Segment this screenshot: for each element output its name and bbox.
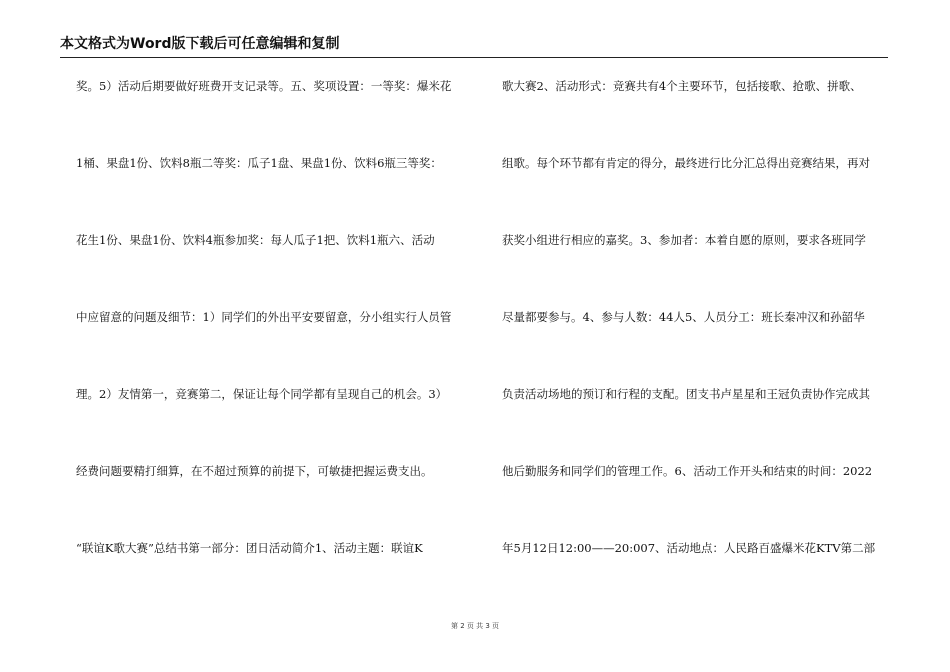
left-text-line: 经费问题要精打细算，在不超过预算的前提下，可敏捷把握运费支出。 (76, 464, 433, 478)
page-header (60, 35, 888, 58)
right-text-line: 尽量都要参与。4、参与人数：44人5、人员分工：班长秦冲汉和孙韶华 (502, 310, 865, 324)
left-text-line: 花生1份、果盘1份、饮料4瓶参加奖：每人瓜子1把、饮料1瓶六、活动 (76, 233, 435, 247)
left-text-line: “联谊K歌大赛”总结书第一部分：团日活动简介1、活动主题：联谊K (76, 541, 423, 555)
left-text-column (76, 68, 476, 607)
right-text-line: 年5月12日12:00——20:007、活动地点：人民路百盛爆米花KTV第二部 (502, 541, 876, 555)
right-text-line: 他后勤服务和同学们的管理工作。6、活动工作开头和结束的时间：2022 (502, 464, 873, 478)
left-text-line: 理。2）友情第一，竞赛第二，保证让每个同学都有呈现自己的机会。3） (76, 387, 448, 401)
left-text-line: 中应留意的问题及细节：1）同学们的外出平安要留意，分小组实行人员管 (76, 310, 452, 324)
page-number-footer: 第 2 页 共 3 页 (450, 622, 500, 630)
right-text-line: 组歌。每个环节都有肯定的得分，最终进行比分汇总得出竞赛结果，再对 (502, 156, 870, 170)
header-title: 本文格式为Word版下载后可任意编辑和复制 (60, 36, 340, 52)
right-text-line: 负责活动场地的预订和行程的支配。团支书卢星星和王冠负责协作完成其 (502, 387, 870, 401)
right-text-column (502, 68, 902, 607)
left-text-line: 1桶、果盘1份、饮料8瓶二等奖：瓜子1盘、果盘1份、饮料6瓶三等奖： (76, 156, 442, 170)
right-text-line: 获奖小组进行相应的嘉奖。3、参加者：本着自愿的原则，要求各班同学 (502, 233, 866, 247)
left-text-line: 奖。5）活动后期要做好班费开支记录等。五、奖项设置：一等奖：爆米花 (76, 79, 452, 93)
right-text-line: 歌大赛2、活动形式：竞赛共有4个主要环节，包括接歌、抢歌、拼歌、 (502, 79, 862, 93)
